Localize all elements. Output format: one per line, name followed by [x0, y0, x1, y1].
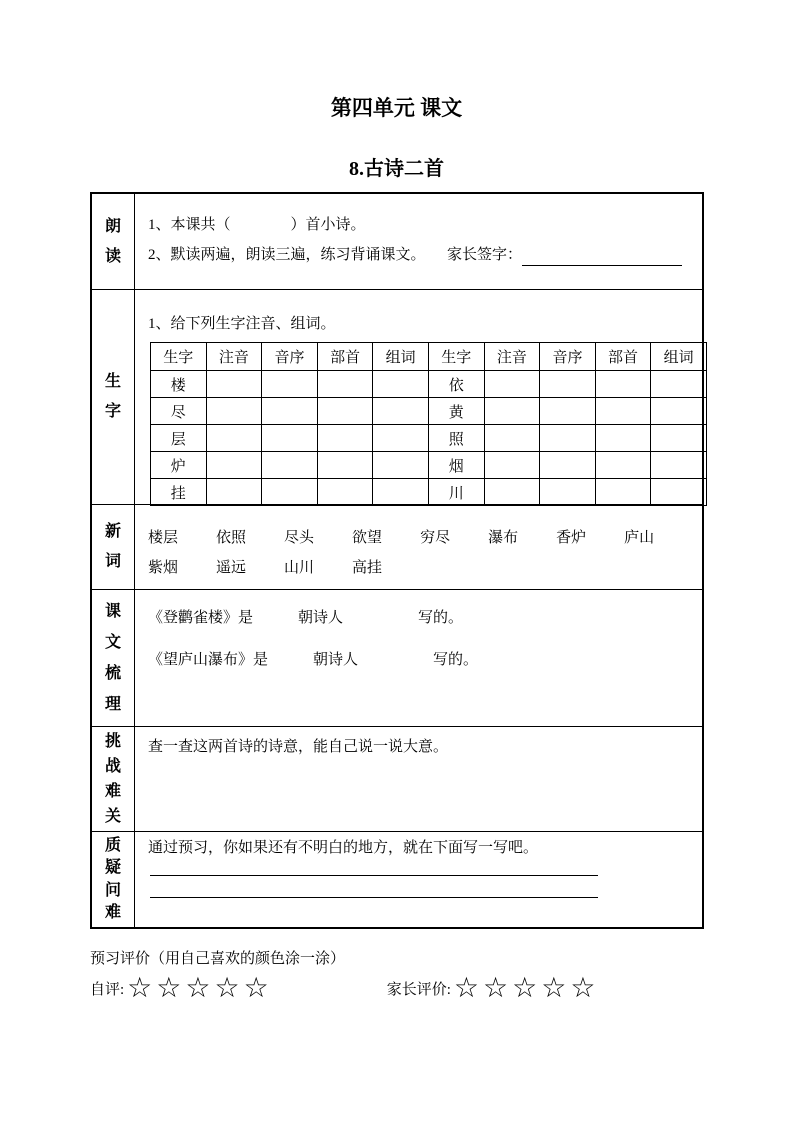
blank-fill-cell [484, 452, 540, 479]
new-word: 遥远 [216, 560, 247, 576]
characters-table [150, 342, 707, 506]
blank-fill-cell [373, 398, 429, 425]
rating-star-icon: ☆ [156, 971, 182, 1004]
rating-star-icon: ☆ [127, 971, 153, 1004]
rating-star-icon: ☆ [570, 971, 596, 1004]
blank-fill-cell [317, 371, 373, 398]
characters-table-header-cell: 部首 [595, 343, 651, 371]
characters-table-row [151, 479, 707, 506]
reading-item-2: 2、默读两遍，朗读三遍，练习背诵课文。 [148, 247, 426, 263]
preview-evaluation [90, 948, 704, 1002]
signature-blank-line [522, 264, 682, 266]
row-text-review [92, 590, 702, 727]
blank-fill-cell [484, 398, 540, 425]
blank-fill-cell [595, 398, 651, 425]
character-cell: 照 [428, 425, 484, 452]
new-words-content [135, 505, 702, 589]
challenge-content [135, 727, 702, 831]
blank-fill-cell [540, 398, 596, 425]
blank-fill-cell [373, 479, 429, 506]
row-label-questions-text: 质疑问难 [104, 836, 121, 921]
lesson-title: 8.古诗二首 [349, 158, 444, 180]
new-word: 尽头 [284, 530, 315, 546]
blank-fill-cell [484, 479, 540, 506]
new-word: 欲望 [352, 530, 383, 546]
characters-table-header-cell: 部首 [317, 343, 373, 371]
blank-fill-cell [206, 479, 262, 506]
characters-table-header-cell: 生字 [428, 343, 484, 371]
characters-table-row [151, 425, 707, 452]
character-cell: 层 [151, 425, 207, 452]
text-review-content [135, 590, 702, 726]
new-word: 香炉 [556, 530, 587, 546]
row-label-text-review-text: 课文梳理 [104, 603, 121, 713]
blank-fill-cell [373, 452, 429, 479]
blank-fill-cell [540, 479, 596, 506]
answer-blank-line-1 [150, 861, 598, 876]
blank-fill-cell [595, 425, 651, 452]
reading-item-2-row [148, 240, 682, 270]
parent-signature [447, 240, 682, 270]
blank-fill-cell [262, 371, 318, 398]
blank-fill-cell [595, 479, 651, 506]
characters-table-row [151, 398, 707, 425]
blank-fill-cell [317, 425, 373, 452]
questions-content [135, 832, 702, 927]
blank-fill-cell [651, 452, 707, 479]
blank-fill-cell [262, 398, 318, 425]
row-label-text-review [92, 590, 135, 726]
blank-fill-cell [262, 479, 318, 506]
new-word: 庐山 [624, 530, 655, 546]
rating-star-icon: ☆ [453, 971, 479, 1004]
row-label-characters [92, 290, 135, 504]
rating-star-icon: ☆ [541, 971, 567, 1004]
blank-fill-cell [373, 371, 429, 398]
unit-title: 第四单元 课文 [330, 96, 463, 120]
character-cell: 楼 [151, 371, 207, 398]
rating-star-icon: ☆ [483, 971, 509, 1004]
new-word: 穷尽 [420, 530, 451, 546]
review-sentence-1: 《登鹳雀楼》是 朝诗人 写的。 [148, 610, 464, 626]
character-cell: 烟 [428, 452, 484, 479]
blank-fill-cell [262, 425, 318, 452]
row-label-characters-text: 生字 [104, 373, 121, 420]
row-label-questions [92, 832, 135, 927]
characters-table-header-cell: 组词 [651, 343, 707, 371]
row-characters [92, 290, 702, 505]
blank-fill-cell [651, 479, 707, 506]
characters-content [135, 290, 702, 504]
characters-table-header-row [151, 343, 707, 371]
characters-table-header-cell: 组词 [373, 343, 429, 371]
new-word: 瀑布 [488, 530, 519, 546]
blank-fill-cell [540, 452, 596, 479]
blank-fill-cell [206, 371, 262, 398]
new-word: 紫烟 [148, 560, 179, 576]
blank-fill-cell [651, 371, 707, 398]
blank-fill-cell [373, 425, 429, 452]
new-words-line-2 [148, 553, 702, 583]
rating-star-icon: ☆ [185, 971, 211, 1004]
characters-table-header-cell: 注音 [484, 343, 540, 371]
new-word: 楼层 [148, 530, 179, 546]
parent-signature-label: 家长签字： [446, 247, 522, 263]
row-label-reading [92, 194, 135, 289]
answer-blank-line-2 [150, 876, 598, 898]
character-cell: 川 [428, 479, 484, 506]
blank-fill-cell [206, 425, 262, 452]
new-words-line-1 [148, 523, 702, 553]
blank-fill-cell [595, 371, 651, 398]
character-cell: 黄 [428, 398, 484, 425]
character-cell: 依 [428, 371, 484, 398]
self-evaluation-stars [127, 971, 273, 1004]
blank-fill-cell [206, 452, 262, 479]
evaluation-title: 预习评价（用自己喜欢的颜色涂一涂） [90, 951, 346, 967]
row-challenge [92, 727, 702, 832]
character-cell: 炉 [151, 452, 207, 479]
parent-evaluation-label: 家长评价: [386, 981, 451, 998]
review-sentence-2: 《望庐山瀑布》是 朝诗人 写的。 [148, 652, 479, 668]
row-reading [92, 194, 702, 290]
character-cell: 尽 [151, 398, 207, 425]
questions-text: 通过预习，你如果还有不明白的地方，就在下面写一写吧。 [148, 840, 539, 856]
blank-fill-cell [262, 452, 318, 479]
character-cell: 挂 [151, 479, 207, 506]
blank-fill-cell [484, 425, 540, 452]
rating-star-icon: ☆ [214, 971, 240, 1004]
self-evaluation [90, 971, 273, 1004]
row-label-new-words-text: 新词 [104, 523, 121, 570]
characters-table-header-cell: 注音 [206, 343, 262, 371]
row-label-challenge [92, 727, 135, 831]
blank-fill-cell [595, 452, 651, 479]
blank-fill-cell [317, 479, 373, 506]
blank-fill-cell [651, 398, 707, 425]
blank-fill-cell [317, 452, 373, 479]
new-word: 依照 [216, 530, 247, 546]
rating-star-icon: ☆ [512, 971, 538, 1004]
new-word: 山川 [284, 560, 315, 576]
self-evaluation-label: 自评: [90, 981, 125, 998]
characters-table-header-cell: 音序 [262, 343, 318, 371]
blank-fill-cell [540, 425, 596, 452]
row-questions [92, 832, 702, 927]
blank-fill-cell [651, 425, 707, 452]
row-new-words [92, 505, 702, 590]
worksheet-table [90, 192, 704, 929]
characters-table-header-cell: 音序 [540, 343, 596, 371]
row-label-new-words [92, 505, 135, 589]
reading-content [135, 194, 702, 289]
rating-star-icon: ☆ [243, 971, 269, 1004]
blank-fill-cell [206, 398, 262, 425]
new-word: 高挂 [352, 560, 383, 576]
characters-instruction: 1、给下列生字注音、组词。 [148, 316, 336, 332]
row-label-challenge-text: 挑战难关 [104, 733, 121, 825]
blank-fill-cell [484, 371, 540, 398]
row-label-reading-text: 朗读 [104, 217, 121, 265]
characters-table-row [151, 452, 707, 479]
characters-table-header-cell: 生字 [151, 343, 207, 371]
parent-evaluation [386, 971, 600, 1004]
blank-fill-cell [317, 398, 373, 425]
challenge-text: 查一查这两首诗的诗意，能自己说一说大意。 [148, 739, 449, 755]
blank-fill-cell [540, 371, 596, 398]
parent-evaluation-stars [453, 971, 600, 1004]
reading-item-1: 1、本课共（ ）首小诗。 [148, 217, 366, 233]
evaluation-star-row [90, 971, 704, 1004]
characters-table-row [151, 371, 707, 398]
